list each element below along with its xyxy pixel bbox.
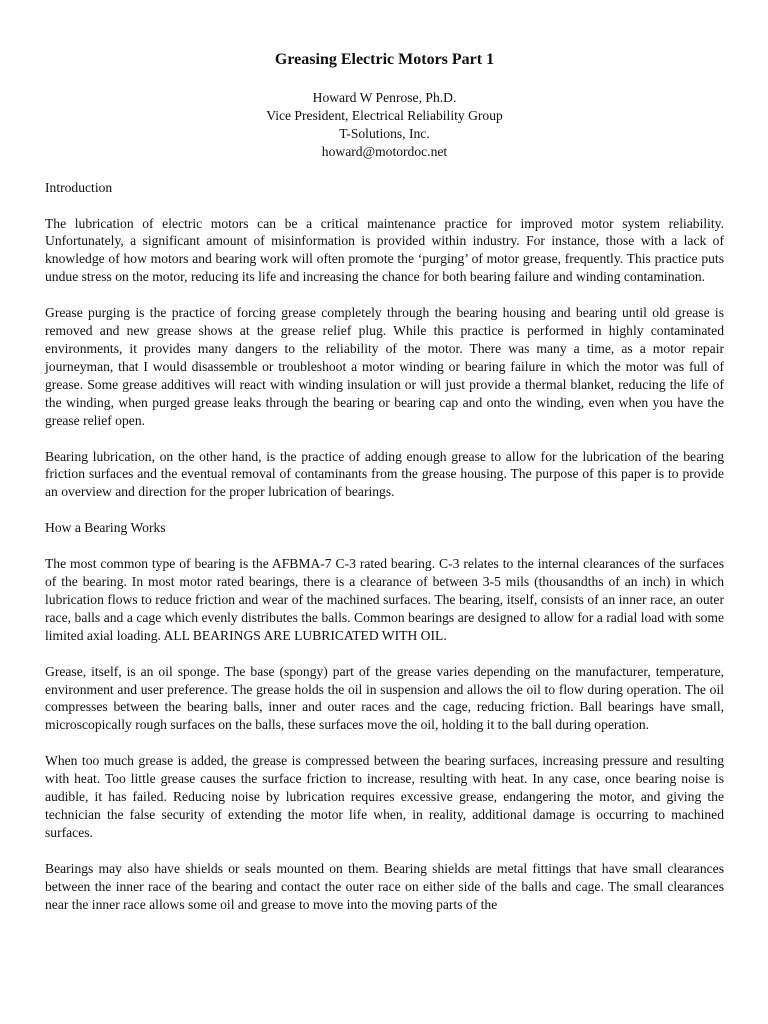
author-position: Vice President, Electrical Reliability Group xyxy=(266,107,503,123)
paragraph: The lubrication of electric motors can be a critical maintenance practice for improved motor system reliability. Unfortunately, a significant amount of misinformation is provided within industry. For instance, those with a lack of knowledge of how motors and bearing work will often promote the ‘purging’ of motor grease, frequently. This practice puts undue stress on the motor, reducing its life and increasing the chance for both bearing failure and winding contamination. xyxy=(45,215,724,285)
document-title: Greasing Electric Motors Part 1 xyxy=(274,51,495,68)
paragraph: Grease purging is the practice of forcing grease completely through the bearing housing and bearing until old grease is removed and new grease shows at the grease relief plug. While this practice is performed in highly contaminated environments, it provides many dangers to the reliability of the motor. There was many a time, as a motor repair journeyman, that I would disassemble or troubleshoot a motor winding or bearing failure in which the motor was full of grease. Some grease additives will react with winding insulation or will just provide a thermal blanket, reducing the life of the winding, when purged grease leaks through the bearing or bearing cap and onto the winding, even when you have the grease relief open. xyxy=(45,305,724,428)
section-heading-introduction: Introduction xyxy=(45,179,113,195)
author-email: howard@motordoc.net xyxy=(321,143,448,159)
author-block xyxy=(45,89,724,161)
section-heading-how-a-bearing-works: How a Bearing Works xyxy=(45,520,166,536)
author-name: Howard W Penrose, Ph.D. xyxy=(312,90,457,105)
paragraph: Grease, itself, is an oil sponge. The base (spongy) part of the grease varies depending on the manufacturer, temperature, environment and user preference. The grease holds the oil in suspension and allows the oil to flow during operation. The oil compresses between the bearing balls, inner and outer races and the cage, reducing friction. Ball bearings have small, microscopically rough surfaces on the balls, these surfaces move the oil, holding it to the ball during operation. xyxy=(45,663,724,733)
paragraph: Bearing lubrication, on the other hand, is the practice of adding enough grease to allow for the lubrication of the bearing friction surfaces and the eventual removal of contaminants from the grease housing. The purpose of this paper is to provide an overview and direction for the proper lubrication of bearings. xyxy=(45,448,724,500)
paragraph: When too much grease is added, the grease is compressed between the bearing surfaces, increasing pressure and resulting with heat. Too little grease causes the surface friction to increase, resulting with heat. In any case, once bearing noise is audible, it has failed. Reducing noise by lubrication requires excessive grease, endangering the motor, and giving the technician the false security of extending the motor life when, in reality, additional damage is occurring to machined surfaces. xyxy=(45,753,724,840)
paragraph: Bearings may also have shields or seals mounted on them. Bearing shields are metal fittings that have small clearances between the inner race of the bearing and contact the outer race on either side of the balls and cage. The small clearances near the inner race allows some oil and grease to move into the moving parts of the xyxy=(45,860,724,912)
author-company: T-Solutions, Inc. xyxy=(339,125,430,141)
paragraph: The most common type of bearing is the AFBMA-7 C-3 rated bearing. C-3 relates to the internal clearances of the surfaces of the bearing. In most motor rated bearings, there is a clearance of between 3-5 mils (thousandths of an inch) in which lubrication flows to reduce friction and wear of the machined surfaces. The bearing, itself, consists of an inner race, an outer race, balls and a cage which evenly distributes the balls. Common bearings are designed to allow for a radial load with some limited axial loading. ALL BEARINGS ARE LUBRICATED WITH OIL. xyxy=(45,556,724,643)
